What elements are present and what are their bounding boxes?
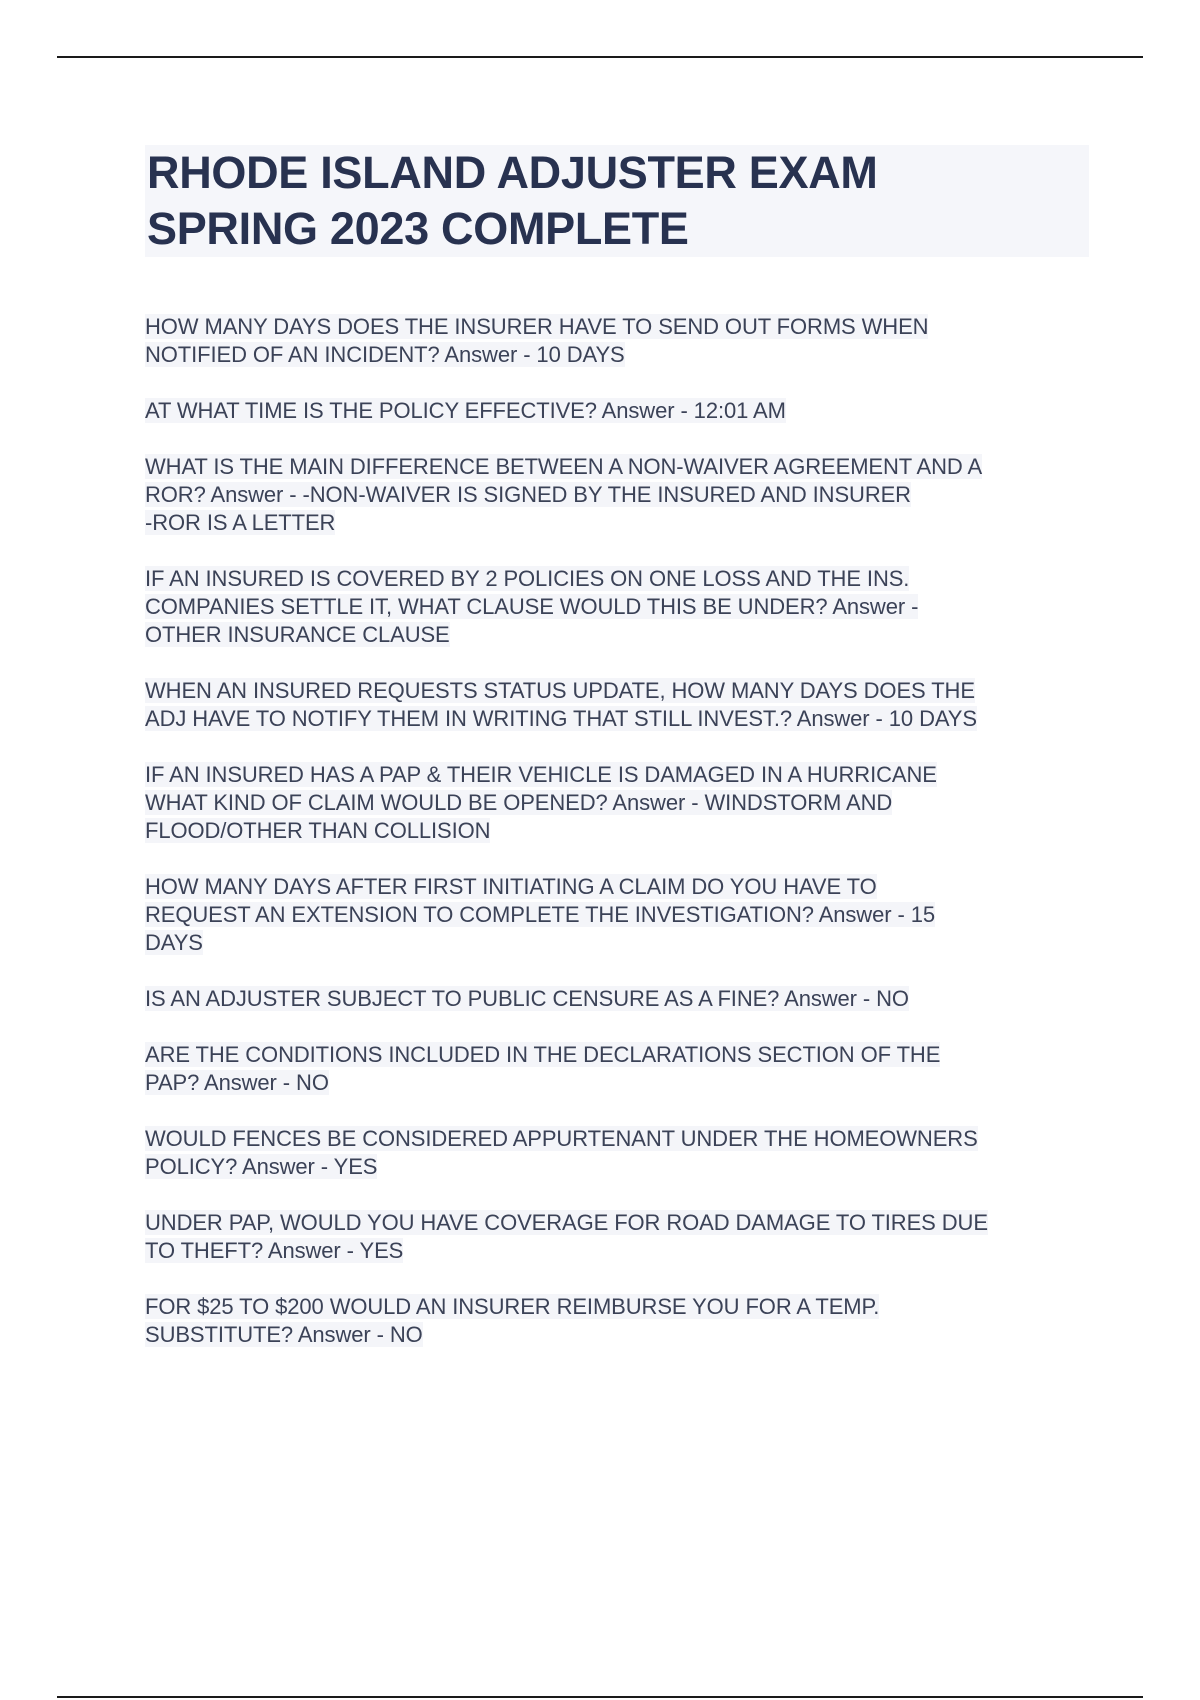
qa-item [145,1125,1095,1181]
qa-text: ARE THE CONDITIONS INCLUDED IN THE DECLARATIONS SECTION OF THE PAP? Answer - NO [145,1042,941,1095]
qa-text: IS AN ADJUSTER SUBJECT TO PUBLIC CENSURE AS A FINE? Answer - NO [145,986,909,1011]
qa-text: IF AN INSURED IS COVERED BY 2 POLICIES ON ONE LOSS AND THE INS. COMPANIES SETTLE IT, WHAT CLAUSE WOULD THIS BE UNDER? Answer - OTHER INSURANCE CLAUSE [145,566,919,647]
qa-item [145,453,1095,537]
qa-text: FOR $25 TO $200 WOULD AN INSURER REIMBURSE YOU FOR A TEMP. SUBSTITUTE? Answer - NO [145,1294,880,1347]
qa-text: IF AN INSURED HAS A PAP & THEIR VEHICLE IS DAMAGED IN A HURRICANE WHAT KIND OF CLAIM WOULD BE OPENED? Answer - WINDSTORM AND FLOOD/OTHER THAN COLLISION [145,762,937,843]
qa-item [145,761,1095,845]
qa-text: UNDER PAP, WOULD YOU HAVE COVERAGE FOR ROAD DAMAGE TO TIRES DUE TO THEFT? Answer - YES [145,1210,988,1263]
qa-text: WOULD FENCES BE CONSIDERED APPURTENANT UNDER THE HOMEOWNERS POLICY? Answer - YES [145,1126,978,1179]
qa-item [145,565,1095,649]
qa-item [145,677,1095,733]
qa-text: WHAT IS THE MAIN DIFFERENCE BETWEEN A NON-WAIVER AGREEMENT AND A ROR? Answer - -NON-WAIVER IS SIGNED BY THE INSURED AND INSURER -ROR IS A LETTER [145,454,983,535]
qa-list [145,313,1095,1377]
document-title: RHODE ISLAND ADJUSTER EXAM SPRING 2023 COMPLETE [147,147,878,254]
qa-item [145,1209,1095,1265]
qa-item [145,985,1095,1013]
qa-item [145,397,1095,425]
qa-item [145,1293,1095,1349]
qa-item [145,873,1095,957]
qa-item [145,1041,1095,1097]
qa-item [145,313,1095,369]
title-block [145,145,1089,257]
qa-text: HOW MANY DAYS AFTER FIRST INITIATING A CLAIM DO YOU HAVE TO REQUEST AN EXTENSION TO COMPLETE THE INVESTIGATION? Answer - 15 DAYS [145,874,935,955]
top-rule [57,56,1143,58]
qa-text: HOW MANY DAYS DOES THE INSURER HAVE TO SEND OUT FORMS WHEN NOTIFIED OF AN INCIDENT? Answer - 10 DAYS [145,314,929,367]
qa-text: WHEN AN INSURED REQUESTS STATUS UPDATE, HOW MANY DAYS DOES THE ADJ HAVE TO NOTIFY THEM IN WRITING THAT STILL INVEST.? Answer - 10 DAYS [145,678,977,731]
qa-text: AT WHAT TIME IS THE POLICY EFFECTIVE? Answer - 12:01 AM [145,398,786,423]
bottom-rule [57,1696,1143,1698]
